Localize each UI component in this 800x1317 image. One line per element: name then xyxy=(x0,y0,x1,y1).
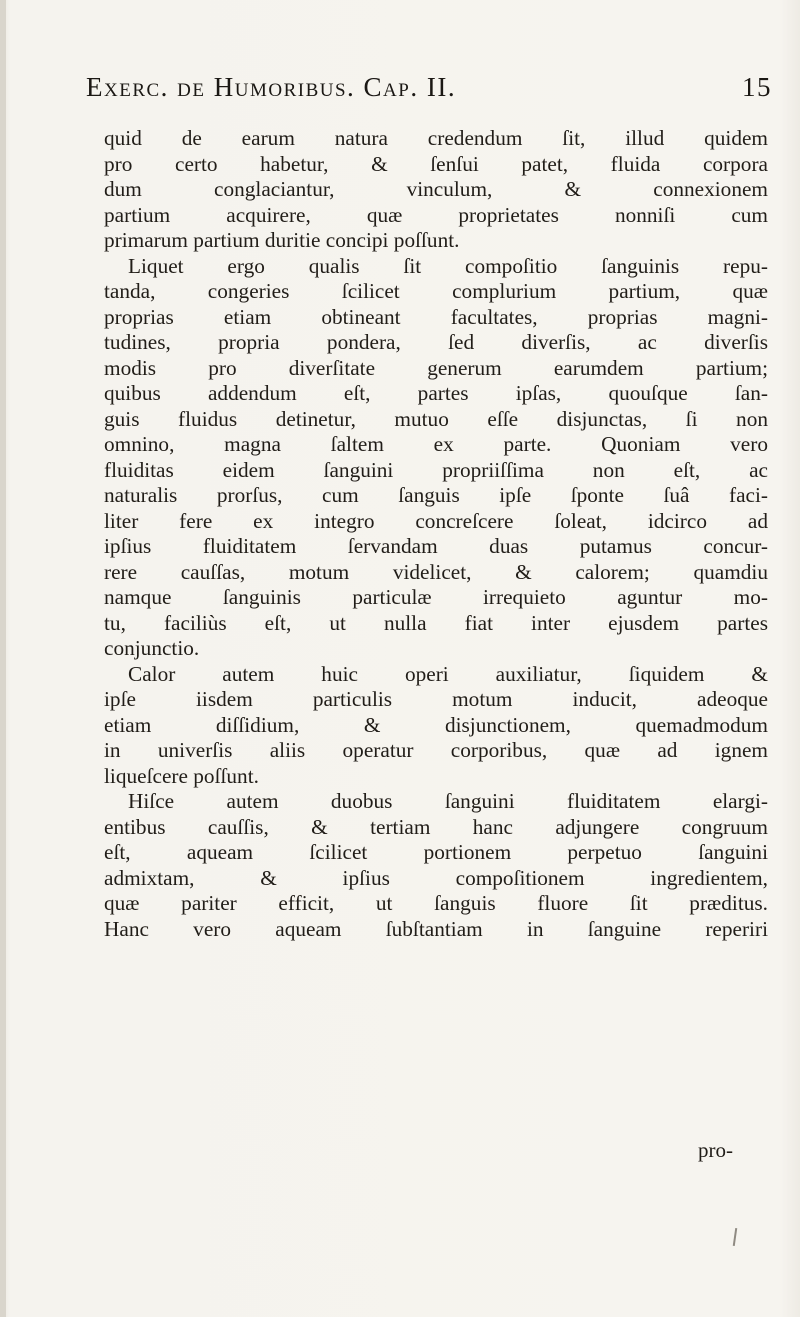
text-line: naturalis prorſus, cum ſanguis ipſe ſponte ſuâ faci- xyxy=(104,483,768,507)
text-line: tanda, congeries ſcilicet complurium partium, quæ xyxy=(104,279,768,303)
text-line: entibus cauſſis, & tertiam hanc adjungere congruum xyxy=(104,814,768,839)
text-line: namque ſanguinis particulæ irrequieto aguntur mo- xyxy=(104,585,768,609)
text-line: rere cauſſas, motum videlicet, & calorem; quamdiu xyxy=(104,559,768,584)
text-line: Hanc vero aqueam ſubſtantiam in ſanguine reperiri xyxy=(104,916,768,941)
text-line: omnino, magna ſaltem ex parte. Quoniam vero xyxy=(104,432,768,456)
text-line: ipſe iisdem particulis motum inducit, adeoque xyxy=(104,687,768,711)
text-line: liqueſcere poſſunt. xyxy=(104,763,259,788)
text-line: etiam diſſidium, & disjunctionem, quemadmodum xyxy=(104,712,768,737)
text-line: admixtam, & ipſius compoſitionem ingredientem, xyxy=(104,865,768,890)
catchword: pro- xyxy=(698,1138,733,1162)
running-title: Exerc. de Humoribus. Cap. II. xyxy=(86,72,457,102)
text-line: dum conglaciantur, vinculum, & connexionem xyxy=(104,177,768,201)
text-line: tudines, propria pondera, ſed diverſis, ac diverſis xyxy=(104,330,768,354)
body-text xyxy=(104,126,768,1236)
text-line: quibus addendum eſt, partes ipſas, quouſque ſan- xyxy=(104,381,768,405)
page-number: 15 xyxy=(742,72,772,102)
text-line: in univerſis aliis operatur corporibus, quæ ad ignem xyxy=(104,738,768,762)
text-line: liter fere ex integro concreſcere ſoleat, idcirco ad xyxy=(104,508,768,533)
text-line: Hiſce autem duobus ſanguini fluiditatem elargi- xyxy=(128,789,768,813)
text-line: tu, faciliùs eſt, ut nulla fiat inter ejusdem partes xyxy=(104,610,768,635)
text-line: Liquet ergo qualis ſit compoſitio ſanguinis repu- xyxy=(128,253,768,278)
page-gutter xyxy=(0,0,6,1317)
text-line: ipſius fluiditatem ſervandam duas putamus concur- xyxy=(104,534,768,558)
text-line: quæ pariter efficit, ut ſanguis fluore ſit præditus. xyxy=(104,891,768,915)
text-line: fluiditas eidem ſanguini propriiſſima non eſt, ac xyxy=(104,457,768,482)
text-line: pro certo habetur, & ſenſui patet, fluida corpora xyxy=(104,151,768,176)
text-line: modis pro diverſitate generum earumdem partium; xyxy=(104,355,768,380)
text-line: quid de earum natura credendum ſit, illud quidem xyxy=(104,126,768,150)
running-header xyxy=(86,72,772,116)
text-line: primarum partium duritie concipi poſſunt. xyxy=(104,228,460,252)
text-line: partium acquirere, quæ proprietates nonniſi cum xyxy=(104,202,768,227)
text-line: eſt, aqueam ſcilicet portionem perpetuo ſanguini xyxy=(104,840,768,864)
text-line: conjunctio. xyxy=(104,636,200,660)
text-line: Calor autem huic operi auxiliatur, ſiquidem & xyxy=(128,661,768,686)
text-line: guis fluidus detinetur, mutuo eſſe disjunctas, ſi non xyxy=(104,406,768,431)
text-line: proprias etiam obtineant facultates, proprias magni- xyxy=(104,304,768,329)
